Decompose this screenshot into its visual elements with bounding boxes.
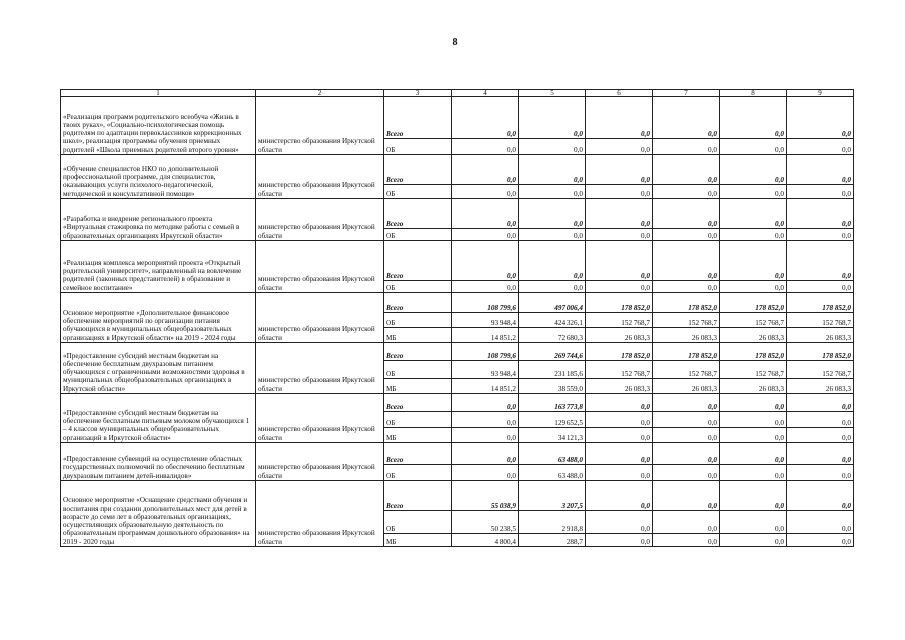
table-row xyxy=(61,293,854,313)
amount-cell: 0,0 xyxy=(653,139,720,155)
column-number: 1 xyxy=(61,90,256,97)
amount-cell: 0,0 xyxy=(452,412,519,428)
amount-cell: 0,0 xyxy=(787,481,854,511)
amount-cell: 0,0 xyxy=(720,534,787,547)
amount-cell: 0,0 xyxy=(452,428,519,443)
funding-source: ОБ xyxy=(384,361,452,379)
table-row xyxy=(61,481,854,511)
funding-source: ОБ xyxy=(384,511,452,534)
amount-cell: 178 852,0 xyxy=(720,343,787,361)
funding-source: ОБ xyxy=(384,412,452,428)
amount-cell: 0,0 xyxy=(653,185,720,199)
executor-name: министерство образования Иркутской области xyxy=(256,293,384,343)
funding-source: МБ xyxy=(384,534,452,547)
amount-cell: 0,0 xyxy=(586,241,653,281)
amount-cell: 0,0 xyxy=(586,412,653,428)
amount-cell: 0,0 xyxy=(787,139,854,155)
funding-source: ОБ xyxy=(384,465,452,481)
amount-cell: 178 852,0 xyxy=(787,293,854,313)
amount-cell: 2 918,8 xyxy=(519,511,586,534)
amount-cell: 3 207,5 xyxy=(519,481,586,511)
amount-cell: 26 083,3 xyxy=(586,379,653,394)
amount-cell: 0,0 xyxy=(720,229,787,241)
amount-cell: 152 768,7 xyxy=(787,361,854,379)
amount-cell: 0,0 xyxy=(653,199,720,229)
amount-cell: 0,0 xyxy=(787,229,854,241)
amount-cell: 0,0 xyxy=(653,281,720,293)
amount-cell: 50 238,5 xyxy=(452,511,519,534)
amount-cell: 178 852,0 xyxy=(720,293,787,313)
amount-cell: 108 799,6 xyxy=(452,293,519,313)
amount-cell: 0,0 xyxy=(720,511,787,534)
column-number: 9 xyxy=(787,90,854,97)
amount-cell: 0,0 xyxy=(787,394,854,412)
amount-cell: 0,0 xyxy=(720,241,787,281)
funding-source: ОБ xyxy=(384,313,452,328)
amount-cell: 0,0 xyxy=(519,139,586,155)
amount-cell: 14 851,2 xyxy=(452,379,519,394)
activity-name: «Предоставление субсидий местным бюджетам на обеспечение бесплатным питьевым молоком обучающихся 1 – 4 классов муниципальных общеобразовательных организаций в Иркутской области» xyxy=(61,394,256,443)
amount-cell: 152 768,7 xyxy=(653,361,720,379)
amount-cell: 0,0 xyxy=(720,465,787,481)
amount-cell: 0,0 xyxy=(653,511,720,534)
amount-cell: 26 083,3 xyxy=(653,328,720,343)
column-number: 8 xyxy=(720,90,787,97)
amount-cell: 0,0 xyxy=(452,185,519,199)
amount-cell: 0,0 xyxy=(653,465,720,481)
amount-cell: 0,0 xyxy=(586,511,653,534)
amount-cell: 0,0 xyxy=(586,443,653,465)
funding-source: Всего xyxy=(384,155,452,185)
amount-cell: 0,0 xyxy=(586,394,653,412)
amount-cell: 178 852,0 xyxy=(653,293,720,313)
amount-cell: 0,0 xyxy=(586,97,653,139)
executor-name: министерство образования Иркутской области xyxy=(256,343,384,394)
amount-cell: 0,0 xyxy=(720,428,787,443)
amount-cell: 0,0 xyxy=(586,481,653,511)
amount-cell: 34 121,3 xyxy=(519,428,586,443)
funding-source: Всего xyxy=(384,343,452,361)
amount-cell: 0,0 xyxy=(653,97,720,139)
amount-cell: 0,0 xyxy=(720,139,787,155)
amount-cell: 26 083,3 xyxy=(653,379,720,394)
executor-name: министерство образования Иркутской области xyxy=(256,394,384,443)
column-number: 5 xyxy=(519,90,586,97)
table-row xyxy=(61,199,854,229)
amount-cell: 0,0 xyxy=(653,394,720,412)
amount-cell: 152 768,7 xyxy=(586,361,653,379)
amount-cell: 72 680,3 xyxy=(519,328,586,343)
amount-cell: 152 768,7 xyxy=(720,361,787,379)
activity-name: «Разработка и внедрение регионального проекта «Виртуальная стажировка по методике работы с семьей в образовательных организациях Иркутской области» xyxy=(61,199,256,241)
amount-cell: 0,0 xyxy=(720,412,787,428)
activity-name: «Предоставление субсидий местным бюджетам на обеспечение бесплатным двухразовым питанием обучающихся с ограниченными возможностями здоровья в муниципальных общеобразовательных организациях в Иркутской области» xyxy=(61,343,256,394)
amount-cell: 0,0 xyxy=(720,155,787,185)
amount-cell: 93 948,4 xyxy=(452,361,519,379)
page-number: 8 xyxy=(452,37,458,48)
budget-table xyxy=(60,89,854,547)
amount-cell: 0,0 xyxy=(787,199,854,229)
table-row xyxy=(61,443,854,465)
amount-cell: 26 083,3 xyxy=(787,379,854,394)
funding-source: ОБ xyxy=(384,139,452,155)
executor-name: министерство образования Иркутской области xyxy=(256,199,384,241)
amount-cell: 424 326,1 xyxy=(519,313,586,328)
amount-cell: 178 852,0 xyxy=(586,293,653,313)
amount-cell: 4 800,4 xyxy=(452,534,519,547)
amount-cell: 108 799,6 xyxy=(452,343,519,361)
funding-source: Всего xyxy=(384,394,452,412)
amount-cell: 0,0 xyxy=(586,229,653,241)
amount-cell: 0,0 xyxy=(586,155,653,185)
amount-cell: 178 852,0 xyxy=(787,343,854,361)
amount-cell: 0,0 xyxy=(720,199,787,229)
amount-cell: 0,0 xyxy=(787,465,854,481)
amount-cell: 0,0 xyxy=(452,199,519,229)
column-number: 3 xyxy=(384,90,452,97)
column-number: 6 xyxy=(586,90,653,97)
amount-cell: 38 559,0 xyxy=(519,379,586,394)
activity-name: «Реализация комплекса мероприятий проекта «Открытый родительский университет», направленный на вовлечение родителей (законных представителей) в образование и семейное воспитание» xyxy=(61,241,256,293)
amount-cell: 0,0 xyxy=(586,534,653,547)
funding-source: ОБ xyxy=(384,185,452,199)
activity-name: «Предоставление субвенций на осуществление областных государственных полномочий по обеспечению бесплатным двухразовым питанием детей-инвалидов» xyxy=(61,443,256,481)
amount-cell: 269 744,6 xyxy=(519,343,586,361)
funding-source: Всего xyxy=(384,199,452,229)
amount-cell: 0,0 xyxy=(452,139,519,155)
amount-cell: 0,0 xyxy=(787,443,854,465)
amount-cell: 0,0 xyxy=(653,241,720,281)
executor-name: министерство образования Иркутской области xyxy=(256,97,384,155)
amount-cell: 0,0 xyxy=(519,155,586,185)
amount-cell: 0,0 xyxy=(452,229,519,241)
amount-cell: 0,0 xyxy=(787,511,854,534)
table-body xyxy=(61,97,854,547)
amount-cell: 0,0 xyxy=(787,241,854,281)
column-number: 4 xyxy=(452,90,519,97)
amount-cell: 0,0 xyxy=(720,185,787,199)
amount-cell: 0,0 xyxy=(787,281,854,293)
amount-cell: 0,0 xyxy=(452,465,519,481)
amount-cell: 26 083,3 xyxy=(720,328,787,343)
amount-cell: 0,0 xyxy=(586,281,653,293)
amount-cell: 0,0 xyxy=(519,199,586,229)
amount-cell: 231 185,6 xyxy=(519,361,586,379)
column-number: 7 xyxy=(653,90,720,97)
table-row xyxy=(61,343,854,361)
table-row xyxy=(61,155,854,185)
amount-cell: 0,0 xyxy=(720,394,787,412)
amount-cell: 0,0 xyxy=(653,428,720,443)
funding-source: Всего xyxy=(384,97,452,139)
amount-cell: 14 851,2 xyxy=(452,328,519,343)
amount-cell: 0,0 xyxy=(720,443,787,465)
amount-cell: 0,0 xyxy=(586,428,653,443)
activity-name: Основное мероприятие «Дополнительное финансовое обеспечение мероприятий по организации питания обучающихся в муниципальных общеобразовательных организациях в Иркутской области» на 2019 - 2024 годы xyxy=(61,293,256,343)
executor-name: министерство образования Иркутской области xyxy=(256,481,384,547)
table-row xyxy=(61,394,854,412)
amount-cell: 152 768,7 xyxy=(653,313,720,328)
amount-cell: 288,7 xyxy=(519,534,586,547)
amount-cell: 0,0 xyxy=(586,139,653,155)
activity-name: «Обучение специалистов НКО по дополнительной профессиональной программе, для специалистов, оказывающих услуги психолого-педагогической, методической и консультативной помощи» xyxy=(61,155,256,199)
amount-cell: 0,0 xyxy=(519,97,586,139)
amount-cell: 0,0 xyxy=(720,481,787,511)
column-number: 2 xyxy=(256,90,384,97)
amount-cell: 0,0 xyxy=(452,155,519,185)
amount-cell: 0,0 xyxy=(586,465,653,481)
amount-cell: 0,0 xyxy=(720,97,787,139)
funding-source: Всего xyxy=(384,443,452,465)
funding-source: МБ xyxy=(384,428,452,443)
amount-cell: 178 852,0 xyxy=(586,343,653,361)
amount-cell: 63 488,0 xyxy=(519,443,586,465)
amount-cell: 0,0 xyxy=(720,281,787,293)
funding-source: МБ xyxy=(384,328,452,343)
funding-source: Всего xyxy=(384,481,452,511)
amount-cell: 0,0 xyxy=(519,185,586,199)
amount-cell: 63 488,0 xyxy=(519,465,586,481)
amount-cell: 0,0 xyxy=(787,534,854,547)
amount-cell: 0,0 xyxy=(452,443,519,465)
amount-cell: 0,0 xyxy=(653,481,720,511)
amount-cell: 0,0 xyxy=(452,281,519,293)
amount-cell: 152 768,7 xyxy=(720,313,787,328)
amount-cell: 0,0 xyxy=(787,155,854,185)
amount-cell: 0,0 xyxy=(787,412,854,428)
amount-cell: 163 773,8 xyxy=(519,394,586,412)
amount-cell: 0,0 xyxy=(653,412,720,428)
amount-cell: 0,0 xyxy=(653,229,720,241)
amount-cell: 0,0 xyxy=(586,199,653,229)
executor-name: министерство образования Иркутской области xyxy=(256,443,384,481)
activity-name: Основное мероприятие «Оснащение средствами обучения и воспитания при создании дополнительных мест для детей в возрасте до семи лет в образовательных организациях, осуществляющих образовательную деятельность по образовательным программам дошкольного образования» на 2019 - 2020 годы xyxy=(61,481,256,547)
column-number-row xyxy=(61,90,854,97)
executor-name: министерство образования Иркутской области xyxy=(256,155,384,199)
amount-cell: 55 038,9 xyxy=(452,481,519,511)
amount-cell: 0,0 xyxy=(452,97,519,139)
amount-cell: 0,0 xyxy=(787,97,854,139)
amount-cell: 152 768,7 xyxy=(586,313,653,328)
amount-cell: 0,0 xyxy=(519,281,586,293)
amount-cell: 0,0 xyxy=(519,241,586,281)
amount-cell: 178 852,0 xyxy=(653,343,720,361)
table-row xyxy=(61,241,854,281)
funding-source: ОБ xyxy=(384,281,452,293)
funding-source: МБ xyxy=(384,379,452,394)
amount-cell: 152 768,7 xyxy=(787,313,854,328)
amount-cell: 26 083,3 xyxy=(586,328,653,343)
funding-source: ОБ xyxy=(384,229,452,241)
amount-cell: 0,0 xyxy=(586,185,653,199)
amount-cell: 129 652,5 xyxy=(519,412,586,428)
amount-cell: 497 006,4 xyxy=(519,293,586,313)
amount-cell: 0,0 xyxy=(452,241,519,281)
amount-cell: 0,0 xyxy=(653,155,720,185)
funding-source: Всего xyxy=(384,293,452,313)
amount-cell: 0,0 xyxy=(452,394,519,412)
executor-name: министерство образования Иркутской области xyxy=(256,241,384,293)
amount-cell: 93 948,4 xyxy=(452,313,519,328)
amount-cell: 0,0 xyxy=(653,534,720,547)
amount-cell: 26 083,3 xyxy=(787,328,854,343)
amount-cell: 26 083,3 xyxy=(720,379,787,394)
amount-cell: 0,0 xyxy=(653,443,720,465)
amount-cell: 0,0 xyxy=(519,229,586,241)
amount-cell: 0,0 xyxy=(787,428,854,443)
activity-name: «Реализация программ родительского всеобуча «Жизнь в твоих руках», «Социально-психологическая помощь родителям по адаптации первоклассников коррекционных школ», реализация программы обучения приемных родителей «Школа приемных родителей второго уровня» xyxy=(61,97,256,155)
funding-source: Всего xyxy=(384,241,452,281)
amount-cell: 0,0 xyxy=(787,185,854,199)
table-row xyxy=(61,97,854,139)
